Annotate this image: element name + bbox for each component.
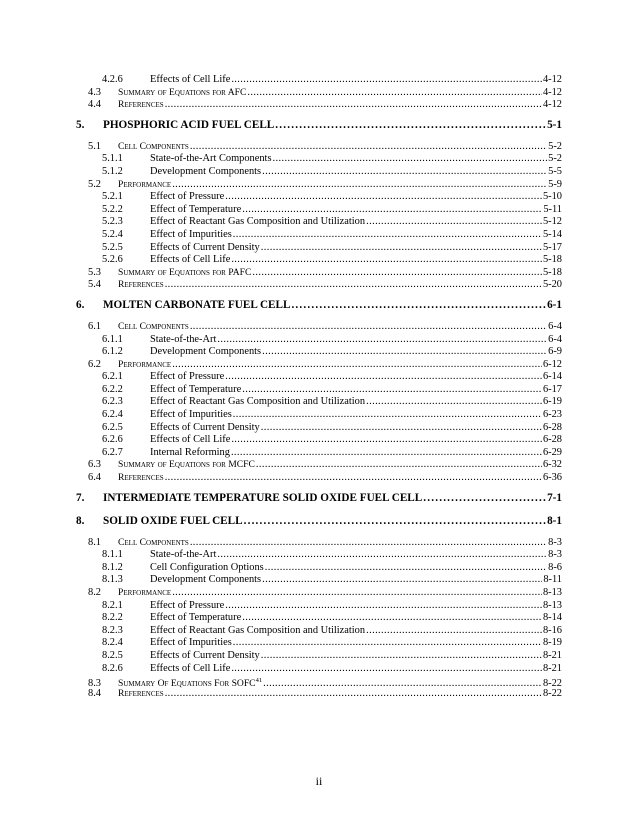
- toc-entry-title: Effect of Impurities: [150, 228, 232, 240]
- toc-entry: [76, 359, 562, 372]
- toc-entry-page: 6-23: [542, 409, 562, 421]
- dot-leader: [231, 254, 542, 267]
- toc-entry-title: References: [118, 687, 164, 699]
- toc-entry-number: 5.3: [88, 266, 101, 278]
- dot-leader: [225, 600, 542, 613]
- toc-entry: [76, 229, 562, 242]
- toc-entry-page: 4-12: [542, 74, 562, 85]
- toc-entry-title: INTERMEDIATE TEMPERATURE SOLID OXIDE FUEL CELL: [103, 491, 423, 504]
- toc-entry-page: 5-2: [548, 140, 562, 152]
- toc-entry-number: 5.: [76, 118, 85, 131]
- toc-entry-number: 6.2.1: [102, 371, 123, 383]
- dot-leader: [172, 179, 547, 192]
- toc-entry-page: 5-18: [542, 254, 562, 266]
- toc-entry-page: 8-22: [542, 678, 562, 688]
- toc-entry-number: 6.2: [88, 358, 101, 370]
- toc-entry-number: 8.: [76, 514, 85, 527]
- toc-entry-number: 5.1: [88, 140, 101, 152]
- toc-entry: [76, 650, 562, 663]
- toc-entry-page: 5-18: [542, 266, 562, 278]
- toc-entry: [76, 537, 562, 550]
- toc-entry-title: Effects of Current Density: [150, 649, 260, 661]
- toc-entry-title: Cell Components: [118, 536, 189, 548]
- toc-entry: [76, 384, 562, 397]
- toc-entry-title: References: [118, 279, 164, 291]
- toc-entry-title: Effects of Cell Life: [150, 74, 231, 85]
- dot-leader: [165, 99, 542, 112]
- toc-entry: [76, 587, 562, 600]
- toc-entry-title: Effect of Reactant Gas Composition and Utilization: [150, 624, 366, 636]
- toc-entry-number: 7.: [76, 491, 85, 504]
- toc-entry-page: 6-12: [542, 358, 562, 370]
- toc-entry-number: 8.2.6: [102, 662, 123, 674]
- toc-entry-number: 5.2.2: [102, 203, 123, 215]
- dot-leader: [233, 637, 542, 650]
- toc-entry-number: 8.2.3: [102, 624, 123, 636]
- toc-entry: [76, 688, 562, 701]
- toc-entry: [76, 574, 562, 587]
- toc-entry-title: Internal Reforming: [150, 446, 230, 458]
- toc-entry: [76, 663, 562, 676]
- toc-entry-page: 6-28: [542, 421, 562, 433]
- toc-entry: [76, 472, 562, 485]
- dot-leader: [366, 216, 542, 229]
- dot-leader: [165, 472, 542, 485]
- dot-leader: [265, 562, 547, 575]
- toc-entry-page: 6-32: [542, 459, 562, 471]
- dot-leader: [165, 688, 542, 701]
- toc-entry: [76, 74, 562, 87]
- dot-leader: [291, 298, 546, 313]
- toc-entry: [76, 637, 562, 650]
- dot-leader: [423, 491, 546, 506]
- toc-entry-page: 8-3: [548, 549, 562, 561]
- toc-entry: [76, 87, 562, 100]
- toc-entry-page: 8-14: [542, 612, 562, 624]
- toc-entry-number: 6.: [76, 298, 85, 311]
- toc-entry-number: 8.2.4: [102, 637, 123, 649]
- toc-entry: [76, 549, 562, 562]
- toc-entry-page: 5-12: [542, 216, 562, 228]
- dot-leader: [262, 166, 547, 179]
- dot-leader: [244, 514, 547, 529]
- dot-leader: [190, 141, 547, 154]
- toc-entry-number: 8.1.2: [102, 561, 123, 573]
- toc-entry: [76, 562, 562, 575]
- toc-entry-title: PHOSPHORIC ACID FUEL CELL: [103, 118, 275, 131]
- toc-entry-page: 6-36: [542, 472, 562, 484]
- toc-entry-title: Effect of Temperature: [150, 383, 242, 395]
- toc-entry-title: Cell Components: [118, 320, 189, 332]
- toc-entry-number: 6.4: [88, 472, 101, 484]
- toc-entry-superscript: 41: [255, 677, 263, 685]
- dot-leader: [242, 612, 542, 625]
- toc-entry-number: 5.2.1: [102, 191, 123, 203]
- dot-leader: [172, 359, 542, 372]
- toc-entry-title: Effect of Impurities: [150, 409, 232, 421]
- toc-entry-title: Summary of Equations for AFC: [118, 86, 247, 98]
- dot-leader: [366, 625, 542, 638]
- toc-entry-number: 8.1.1: [102, 549, 123, 561]
- toc-entry-page: 8-11: [543, 574, 562, 586]
- toc-entry-number: 8.4: [88, 687, 101, 699]
- toc-entry: [76, 267, 562, 280]
- toc-entry-page: 6-9: [548, 346, 562, 358]
- toc-entry: [76, 179, 562, 192]
- toc-entry-number: 6.3: [88, 459, 101, 471]
- toc-entry: [76, 612, 562, 625]
- dot-leader: [366, 396, 542, 409]
- toc-entry-page: 6-1: [547, 298, 562, 311]
- toc-entry-title: Performance: [118, 178, 172, 190]
- toc-entry-title: Effect of Reactant Gas Composition and Utilization: [150, 216, 366, 228]
- dot-leader: [262, 346, 547, 359]
- toc-entry-page: 5-5: [548, 165, 562, 177]
- toc-entry-number: 6.2.6: [102, 434, 123, 446]
- toc-entry-number: 8.2: [88, 587, 101, 598]
- toc-entry-page: 5-9: [548, 178, 562, 190]
- toc-entry: [76, 447, 562, 460]
- toc-entry: [76, 334, 562, 347]
- toc-entry-title: Summary of Equations for MCFC: [118, 459, 255, 471]
- toc-entry-page: 8-16: [542, 624, 562, 636]
- toc-entry: [76, 422, 562, 435]
- toc-entry-title: Cell Components: [118, 140, 189, 152]
- dot-leader: [217, 549, 547, 562]
- toc-entry-title: References: [118, 472, 164, 484]
- toc-entry: [76, 254, 562, 267]
- toc-entry-title: Effect of Temperature: [150, 203, 242, 215]
- toc-entry-title: Summary Of Equations For SOFC$^{41}$: [118, 677, 263, 688]
- toc-entry: [76, 99, 562, 112]
- toc-entry-page: 6-19: [542, 396, 562, 408]
- toc-entry-title: State-of-the-Art: [150, 549, 217, 561]
- toc-entry-page: 6-14: [542, 371, 562, 383]
- toc-entry-number: 5.1.2: [102, 165, 123, 177]
- toc-entry-title: Development Components: [150, 165, 262, 177]
- toc-entry-number: 4.4: [88, 99, 101, 111]
- toc-entry-number: 5.2.4: [102, 228, 123, 240]
- toc-entry-title: Effect of Reactant Gas Composition and Utilization: [150, 396, 366, 408]
- toc-entry: [76, 216, 562, 229]
- dot-leader: [233, 409, 542, 422]
- toc-entry-number: 5.1.1: [102, 153, 123, 165]
- dot-leader: [225, 371, 542, 384]
- toc-entry: [76, 191, 562, 204]
- toc-entry-title: Summary of Equations for PAFC: [118, 266, 252, 278]
- toc-entry-page: 8-3: [548, 536, 562, 548]
- toc-entry-title: MOLTEN CARBONATE FUEL CELL: [103, 298, 291, 311]
- dot-leader: [261, 242, 542, 255]
- toc-entry-page: 5-20: [542, 279, 562, 291]
- dot-leader: [242, 204, 542, 217]
- toc-entry-number: 6.2.5: [102, 421, 123, 433]
- toc-entry-page: 6-4: [548, 333, 562, 345]
- toc-entry: [76, 279, 562, 292]
- toc-entry: [76, 166, 562, 179]
- toc-entry: [76, 346, 562, 359]
- toc-entry-title: Effect of Pressure: [150, 371, 225, 383]
- toc-entry-page: 4-12: [542, 86, 562, 98]
- toc-entry: [76, 675, 562, 688]
- toc-entry-number: 6.2.3: [102, 396, 123, 408]
- toc-entry-title: Effects of Cell Life: [150, 254, 231, 266]
- dot-leader: [225, 191, 542, 204]
- toc-entry-number: 5.2.6: [102, 254, 123, 266]
- dot-leader: [190, 537, 547, 550]
- toc-entry-number: 8.2.2: [102, 612, 123, 624]
- toc-entry: [76, 321, 562, 334]
- toc-entry: [76, 371, 562, 384]
- toc-entry-page: 6-17: [542, 383, 562, 395]
- dot-leader: [190, 321, 547, 334]
- toc-entry-page: 8-22: [542, 687, 562, 699]
- toc-entry-title: State-of-the-Art Components: [150, 153, 272, 165]
- toc-entry-number: 4.3: [88, 86, 101, 98]
- dot-leader: [261, 650, 542, 663]
- toc-entry-page: 6-29: [542, 446, 562, 458]
- toc-entry: [76, 434, 562, 447]
- toc-entry: [76, 409, 562, 422]
- toc-entry-title: Effect of Pressure: [150, 599, 225, 611]
- toc-entry-page: 5-10: [542, 191, 562, 203]
- toc-entry: [76, 141, 562, 154]
- toc-entry-number: 5.4: [88, 279, 101, 291]
- toc-entry-title: Performance: [118, 587, 172, 598]
- toc-entry-page: 7-1: [547, 491, 562, 504]
- toc-entry-title: Effect of Pressure: [150, 191, 225, 203]
- toc-entry-page: 8-19: [542, 637, 562, 649]
- table-of-contents: [76, 74, 562, 700]
- toc-entry-number: 4.2.6: [102, 74, 123, 85]
- toc-entry: [76, 298, 562, 313]
- toc-entry-page: 5-1: [547, 118, 562, 131]
- toc-entry: [76, 514, 562, 529]
- toc-entry-number: 6.1: [88, 320, 101, 332]
- toc-entry-title: Cell Configuration Options: [150, 561, 264, 573]
- toc-entry-page: 5-11: [543, 203, 562, 215]
- toc-entry-page: 6-28: [542, 434, 562, 446]
- toc-entry-number: 6.1.2: [102, 346, 123, 358]
- toc-entry: [76, 491, 562, 506]
- toc-entry-number: 5.2: [88, 178, 101, 190]
- dot-leader: [231, 74, 542, 87]
- toc-entry-number: 5.2.5: [102, 241, 123, 253]
- dot-leader: [231, 434, 542, 447]
- dot-leader: [262, 574, 542, 587]
- dot-leader: [231, 663, 542, 676]
- toc-entry-title: References: [118, 99, 164, 111]
- toc-entry: [76, 625, 562, 638]
- dot-leader: [256, 459, 542, 472]
- toc-entry-title: Effects of Cell Life: [150, 434, 231, 446]
- toc-entry-page: 8-21: [542, 662, 562, 674]
- dot-leader: [242, 384, 542, 397]
- toc-entry-title: Effects of Current Density: [150, 241, 260, 253]
- dot-leader: [172, 587, 542, 600]
- dot-leader: [261, 422, 542, 435]
- toc-entry-page: 8-6: [548, 561, 562, 573]
- toc-entry-title: Effects of Cell Life: [150, 662, 231, 674]
- toc-entry-number: 8.2.1: [102, 599, 123, 611]
- toc-entry-page: 8-13: [542, 587, 562, 598]
- dot-leader: [275, 118, 546, 133]
- toc-entry-title: Performance: [118, 358, 172, 370]
- dot-leader: [273, 153, 548, 166]
- toc-entry-page: 5-14: [542, 228, 562, 240]
- toc-entry-number: 6.1.1: [102, 333, 123, 345]
- dot-leader: [231, 447, 542, 460]
- toc-entry: [76, 396, 562, 409]
- toc-entry: [76, 153, 562, 166]
- toc-entry-page: 5-17: [542, 241, 562, 253]
- toc-entry-number: 5.2.3: [102, 216, 123, 228]
- dot-leader: [263, 678, 542, 688]
- toc-entry-title: SOLID OXIDE FUEL CELL: [103, 514, 243, 527]
- dot-leader: [165, 279, 542, 292]
- dot-leader: [252, 267, 542, 280]
- toc-entry-title: Development Components: [150, 346, 262, 358]
- toc-entry-title: Effect of Temperature: [150, 612, 242, 624]
- toc-entry-page: 6-4: [548, 320, 562, 332]
- dot-leader: [217, 334, 547, 347]
- toc-entry-page: 8-13: [542, 599, 562, 611]
- toc-entry: [76, 600, 562, 613]
- page-number: ii: [315, 774, 323, 788]
- toc-entry-number: 6.2.2: [102, 383, 123, 395]
- dot-leader: [247, 87, 542, 100]
- dot-leader: [233, 229, 542, 242]
- toc-entry-number: 8.2.5: [102, 649, 123, 661]
- toc-entry: [76, 118, 562, 133]
- toc-entry-title: State-of-the-Art: [150, 333, 217, 345]
- toc-entry-number: 8.1: [88, 536, 101, 548]
- toc-entry-number: 8.3: [88, 678, 101, 688]
- toc-entry-page: 8-1: [547, 514, 562, 527]
- toc-entry: [76, 204, 562, 217]
- toc-entry-page: 8-21: [542, 649, 562, 661]
- toc-entry-page: 5-2: [548, 153, 562, 165]
- toc-entry-title: Effects of Current Density: [150, 421, 260, 433]
- toc-entry-title: Effect of Impurities: [150, 637, 232, 649]
- toc-entry: [76, 242, 562, 255]
- toc-entry: [76, 459, 562, 472]
- toc-entry-page: 4-12: [542, 99, 562, 111]
- toc-entry-number: 6.2.7: [102, 446, 123, 458]
- toc-entry-number: 8.1.3: [102, 574, 123, 586]
- toc-entry-number: 6.2.4: [102, 409, 123, 421]
- toc-entry-title: Development Components: [150, 574, 262, 586]
